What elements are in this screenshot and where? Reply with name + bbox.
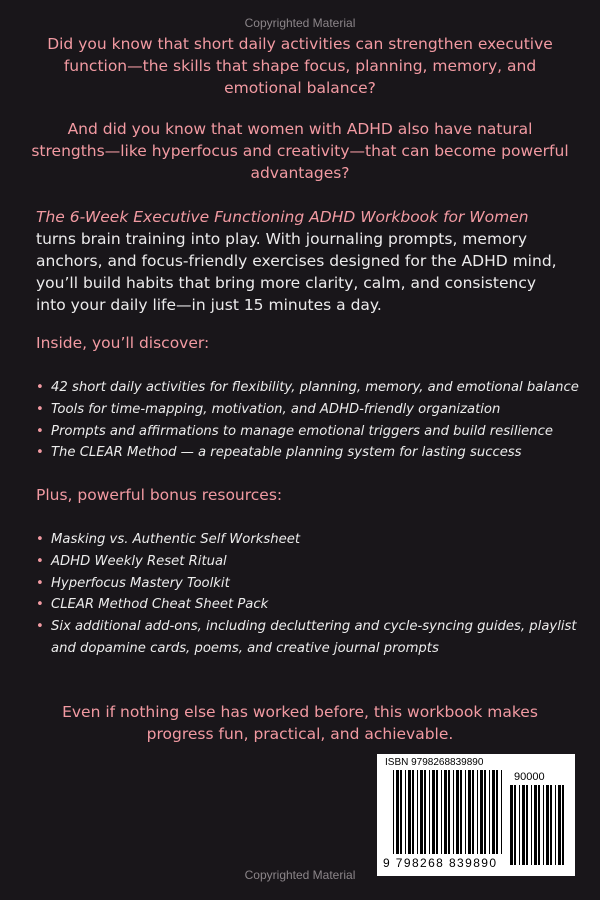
barcode-bar	[496, 770, 498, 854]
bullet-icon: •	[36, 380, 44, 395]
barcode-bar	[393, 770, 394, 854]
barcode-bar	[531, 785, 532, 865]
list-item: • Six additional add-ons, including decluttering and cycle-syncing guides, playlist and dopamine cards, poems, and creative journal prompts	[36, 616, 586, 660]
bullet-icon: •	[36, 619, 44, 635]
list-item: • CLEAR Method Cheat Sheet Pack	[36, 594, 586, 616]
barcode-bar	[484, 770, 486, 854]
barcode-bar	[444, 770, 447, 854]
barcode-bar	[538, 785, 540, 865]
barcode-bar	[522, 785, 525, 865]
intro-paragraph-2: And did you know that women with ADHD also have natural strengths—like hyperfocus and creativity—that can become powerful advantages?	[31, 120, 569, 182]
watermark-top: Copyrighted Material	[244, 16, 356, 30]
barcode-bar	[477, 770, 478, 854]
bonus-heading: Plus, powerful bonus resources:	[36, 486, 283, 504]
barcode-bar	[555, 785, 556, 865]
barcode-bar	[441, 770, 442, 854]
barcode-bar	[453, 770, 454, 854]
barcode-bar	[526, 785, 528, 865]
list-item: • Hyperfocus Mastery Toolkit	[36, 573, 586, 595]
inside-heading: Inside, you’ll discover:	[36, 334, 210, 352]
isbn-number: 9 798268 839890	[383, 856, 498, 870]
barcode-bar	[448, 770, 450, 854]
list-item: • 42 short daily activities for flexibility, planning, memory, and emotional balance	[36, 377, 586, 399]
barcode-bar	[492, 770, 495, 854]
inside-list	[36, 377, 586, 464]
list-item: • Masking vs. Authentic Self Worksheet	[36, 529, 586, 551]
bullet-icon: •	[36, 445, 44, 461]
closing-paragraph: Even if nothing else has worked before, this workbook makes progress fun, practical, and achievable.	[62, 703, 538, 743]
bullet-icon: •	[36, 575, 44, 591]
barcode-bar	[400, 770, 402, 854]
barcode-bar	[412, 770, 414, 854]
barcode-bar	[424, 770, 426, 854]
barcode-bar	[465, 770, 466, 854]
barcode-bar	[534, 785, 537, 865]
bonus-list	[36, 529, 586, 660]
barcode-bar	[429, 770, 430, 854]
barcode-bar	[468, 770, 471, 854]
list-item: • ADHD Weekly Reset Ritual	[36, 551, 586, 573]
price-code: 90000	[514, 771, 545, 783]
barcode-bar	[460, 770, 462, 854]
barcode-bar	[519, 785, 520, 865]
barcode-bar	[543, 785, 544, 865]
bullet-icon: •	[36, 423, 44, 439]
barcode-bar	[456, 770, 459, 854]
bullet-icon: •	[36, 532, 44, 547]
barcode-bar	[501, 770, 502, 854]
barcode-bar	[480, 770, 483, 854]
bullet-icon: •	[36, 553, 44, 569]
barcode-bar	[432, 770, 435, 854]
bullet-icon: •	[36, 597, 44, 613]
book-title: The 6-Week Executive Functioning ADHD Workbook for Women	[36, 208, 529, 226]
barcode-bar	[558, 785, 561, 865]
barcode-bar	[405, 770, 406, 854]
barcode-bar	[562, 785, 564, 865]
intro-paragraph-1: Did you know that short daily activities can strengthen executive function—the skills that shape focus, planning, memory, and emotional balance?	[47, 35, 553, 97]
barcode-box	[377, 754, 575, 876]
watermark-bottom: Copyrighted Material	[244, 868, 356, 882]
barcode-bar	[417, 770, 418, 854]
barcode-bar	[396, 770, 399, 854]
barcode-bar	[550, 785, 552, 865]
isbn-label: ISBN 9798268839890	[385, 757, 484, 768]
barcode-bar	[514, 785, 516, 865]
list-item: • Prompts and affirmations to manage emotional triggers and build resilience	[36, 421, 586, 443]
bullet-icon: •	[36, 401, 44, 417]
barcode-bar	[472, 770, 474, 854]
list-item: • Tools for time-mapping, motivation, and ADHD-friendly organization	[36, 399, 586, 421]
barcode-bar	[408, 770, 411, 854]
description-paragraph	[36, 206, 568, 316]
barcode-bar	[436, 770, 438, 854]
barcode-bar	[510, 785, 513, 865]
barcode-bar	[489, 770, 490, 854]
list-item: • The CLEAR Method — a repeatable planning system for lasting success	[36, 442, 586, 464]
barcode-bar	[420, 770, 423, 854]
barcode-bar	[546, 785, 549, 865]
description-body: turns brain training into play. With journaling prompts, memory anchors, and focus-friendly exercises designed for the ADHD mind, you’ll build habits that bring more clarity, calm, and consistency into your daily life—in just 15 minutes a day.	[36, 230, 557, 314]
